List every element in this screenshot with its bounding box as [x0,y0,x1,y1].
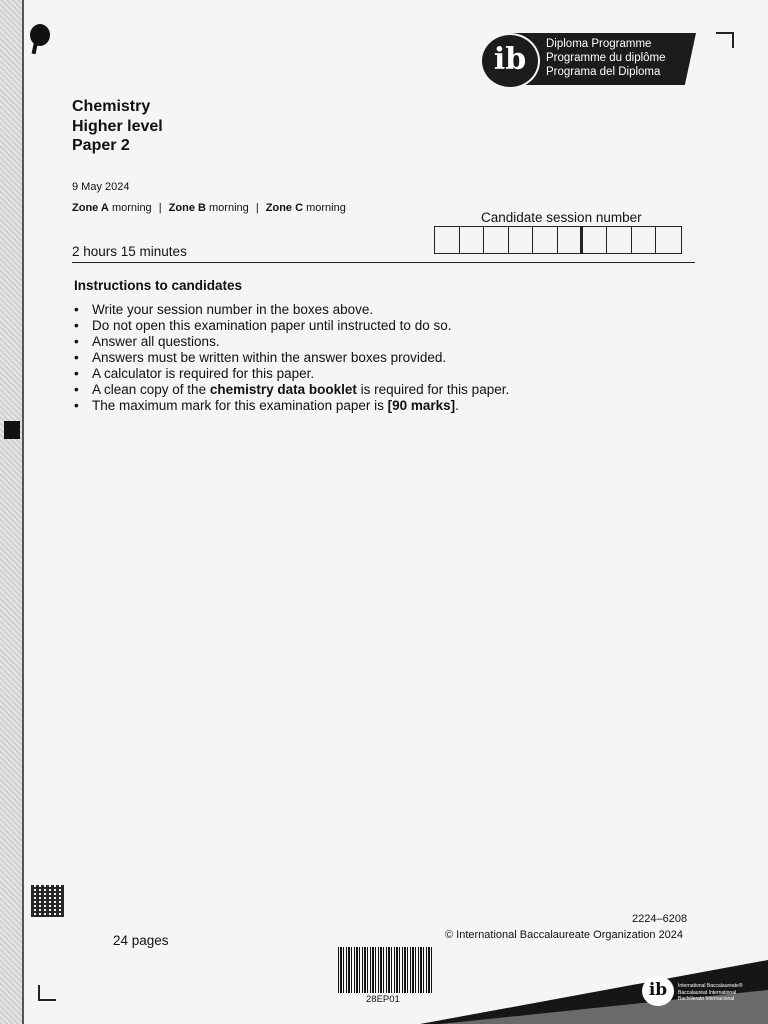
instruction-text: Do not open this examination paper until instructed to do so. [92,318,452,333]
instruction-item [74,350,509,366]
instruction-text: Answers must be written within the answer boxes provided. [92,350,447,365]
barcode [338,947,434,993]
instruction-emphasis: chemistry data booklet [209,382,357,397]
corner-mark-top-right [716,32,734,48]
org-name-es: Bachillerato Internacional [678,996,735,1002]
session-number-box[interactable] [656,227,681,253]
zone-b-session: morning [209,202,249,214]
programme-name-en: Diploma Programme [546,38,652,50]
instruction-text: A clean copy of the [92,382,210,397]
candidate-session-number-label: Candidate session number [481,210,642,225]
instruction-item [74,334,509,350]
subject-name: Chemistry [72,98,151,115]
ib-logo-mark: ib [480,33,540,89]
zone-c-label: Zone C [265,202,304,214]
org-name-fr: Baccalauréat International [678,989,737,996]
instruction-text-end: is required for this paper. [356,382,510,397]
subject-level: Higher level [72,117,163,135]
paper-number: Paper 2 [72,137,130,154]
session-number-box[interactable] [484,227,509,253]
instruction-text: Answer all questions. [92,334,220,349]
instruction-item [74,398,509,414]
session-number-box[interactable] [509,227,534,253]
instruction-item [74,382,509,398]
zone-separator: | [158,202,162,214]
header-rule [72,262,695,263]
org-name-en: International Baccalaureate® [678,983,743,989]
instruction-text-end: . [455,398,459,413]
session-number-box[interactable] [583,227,608,253]
instruction-text: The maximum mark for this examination paper is [92,398,388,413]
ib-logo [480,33,696,89]
zone-separator: | [255,202,259,214]
instruction-emphasis: [90 marks] [387,398,456,413]
exam-date: 9 May 2024 [72,181,130,193]
instruction-item [74,318,509,334]
zone-sessions [72,202,346,214]
candidate-session-number-boxes[interactable] [434,226,682,254]
organisation-names [678,983,743,1003]
session-number-box[interactable] [533,227,558,253]
paper-code: 2224–6208 [632,913,688,925]
session-number-box[interactable] [607,227,632,253]
instructions-title: Instructions to candidates [74,278,243,293]
qr-code [31,885,64,917]
registration-mark [4,421,20,439]
ib-footer-logo-mark: ib [642,976,674,1006]
binding-edge [22,0,24,1024]
instruction-item [74,366,509,382]
exam-duration: 2 hours 15 minutes [72,244,187,259]
instruction-text: A calculator is required for this paper. [92,366,315,381]
instructions-list [74,302,509,414]
zone-a-session: morning [111,202,152,214]
programme-name-fr: Programme du diplôme [546,52,666,64]
copyright-notice: © International Baccalaureate Organization 2024 [445,929,684,941]
corner-mark-bottom-left [38,985,56,1001]
instruction-text: Write your session number in the boxes above. [92,302,374,317]
session-number-box[interactable] [558,227,583,253]
programme-name-es: Programa del Diploma [546,66,661,78]
zone-b-label: Zone B [168,202,206,214]
subject-title [72,97,163,156]
barcode-label: 28EP01 [366,994,400,1005]
programme-names [546,37,666,79]
binding-strip [0,0,22,1024]
page-count: 24 pages [113,933,169,948]
zone-a-label: Zone A [72,202,109,214]
session-number-box[interactable] [460,227,485,253]
session-number-box[interactable] [435,227,460,253]
instruction-item [74,302,509,318]
zone-c-session: morning [306,202,346,214]
session-number-box[interactable] [632,227,657,253]
